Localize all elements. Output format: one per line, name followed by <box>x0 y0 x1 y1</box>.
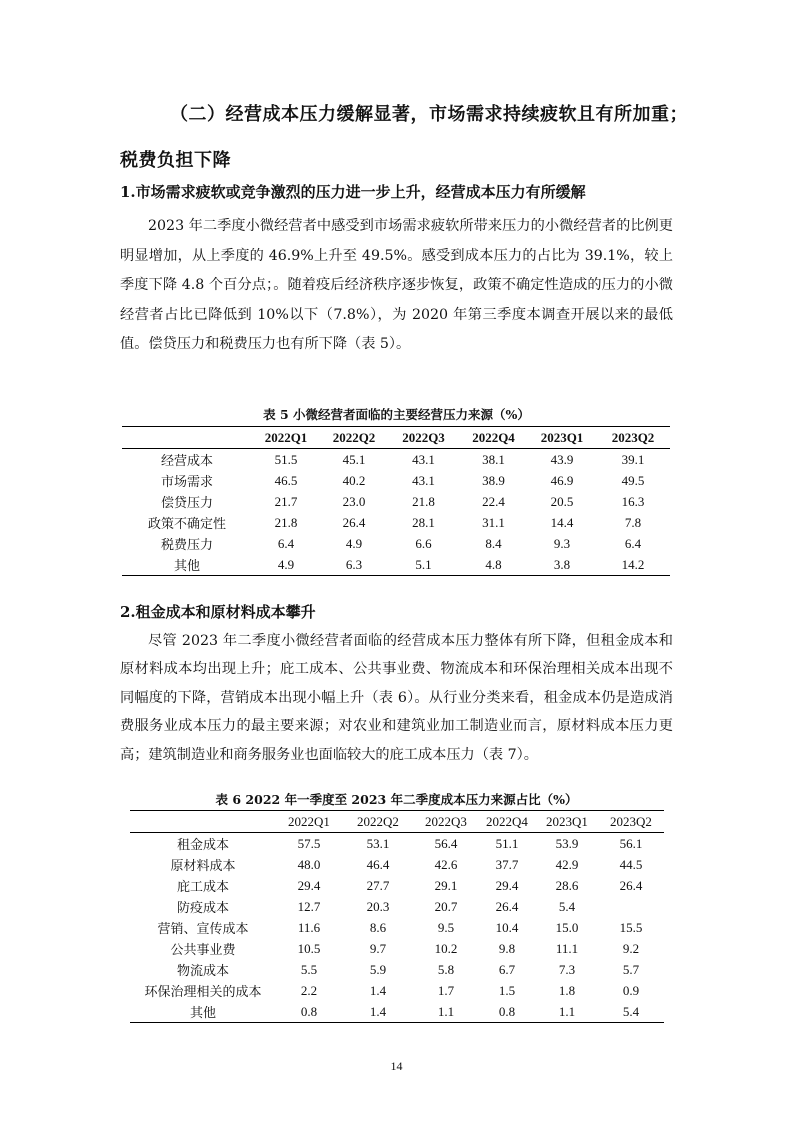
subsection-2-paragraph <box>120 627 673 769</box>
table-cell: 15.5 <box>619 919 643 935</box>
table-cell: 21.7 <box>274 493 298 509</box>
table-cell: 20.5 <box>550 493 574 509</box>
table-cell: 29.4 <box>495 877 519 893</box>
table-header-row <box>122 427 670 449</box>
section-heading: （二）经营成本压力缓解显著，市场需求持续疲软且有所加重； <box>170 104 688 125</box>
table-cell: 9.5 <box>437 919 455 935</box>
row-label: 庇工成本 <box>176 879 229 894</box>
table-cell: 44.5 <box>619 856 643 872</box>
row-label: 其他 <box>189 1005 216 1020</box>
table-cell: 6.3 <box>345 556 363 572</box>
table-row <box>130 875 664 896</box>
table-cell: 46.4 <box>366 856 390 872</box>
table-row <box>122 554 670 576</box>
subsection-1-paragraph <box>120 212 673 360</box>
header-cell: 2023Q2 <box>611 429 655 445</box>
table-cell: 5.7 <box>622 961 640 977</box>
table-6 <box>130 810 664 1023</box>
table-cell: 8.4 <box>485 535 502 551</box>
table-cell: 6.7 <box>498 961 516 977</box>
header-cell: 2023Q1 <box>546 813 588 829</box>
table-cell: 3.8 <box>553 556 571 572</box>
table-cell: 42.6 <box>434 856 458 872</box>
table-cell: 14.2 <box>621 556 645 572</box>
row-label: 经营成本 <box>160 453 213 468</box>
table-cell: 20.7 <box>434 898 458 914</box>
table-cell: 28.1 <box>412 514 435 530</box>
header-cell: 2022Q4 <box>472 429 515 445</box>
row-label: 偿贷压力 <box>160 495 213 510</box>
row-label: 物流成本 <box>176 963 229 978</box>
header-cell: 2022Q4 <box>486 813 528 829</box>
table-cell: 4.9 <box>345 535 363 551</box>
table-row <box>122 449 670 471</box>
table-6-caption: 表 6 2022 年一季度至 2023 年二季度成本压力来源占比（%） <box>215 792 578 807</box>
table-cell: 26.4 <box>342 514 366 530</box>
table-cell: 5.9 <box>369 961 387 977</box>
header-cell: 2022Q3 <box>402 429 445 445</box>
table-row <box>122 533 670 554</box>
table-cell: 10.2 <box>434 940 458 956</box>
table-cell: 9.2 <box>622 940 640 956</box>
table-cell: 5.8 <box>437 961 455 977</box>
table-cell: 43.1 <box>412 472 435 488</box>
table-row <box>122 491 670 512</box>
table-cell: 1.4 <box>369 982 387 998</box>
table-row <box>130 959 664 980</box>
table-row <box>122 470 670 491</box>
table-cell: 11.6 <box>297 919 321 935</box>
table-cell: 11.1 <box>555 940 579 956</box>
header-cell: 2022Q1 <box>288 813 330 829</box>
section-heading-continued: 税费负担下降 <box>120 150 231 171</box>
table-cell: 51.5 <box>274 451 298 467</box>
table-cell: 4.9 <box>277 556 295 572</box>
table-row <box>130 980 664 1001</box>
table-cell: 40.2 <box>342 472 366 488</box>
table-cell: 15.0 <box>555 919 579 935</box>
header-cell: 2022Q2 <box>332 429 376 445</box>
table-cell: 29.4 <box>297 877 321 893</box>
table-cell: 10.5 <box>297 940 321 956</box>
row-label: 防疫成本 <box>176 900 229 915</box>
table-cell: 9.8 <box>498 940 516 956</box>
table-cell: 51.1 <box>495 835 519 851</box>
table-cell: 1.5 <box>498 982 516 998</box>
table-cell: 0.8 <box>300 1003 318 1019</box>
paragraph-text: 2023 年二季度小微经营者中感受到市场需求疲软所带来压力的小微经营者的比例更明显增加，从上季度的 46.9%上升至 49.5%。感受到成本压力的占比为 39.1%，较上季度下降 4.8 个百分点；。随着疫后经济秩序逐步恢复，政策不确定性造成的压力的小微经营者占比已降低到 10%以下（7.8%），为 2020 年第三季度本调查开展以来的最低值。偿贷压力和税费压力也有所下降（表 5）。 <box>120 218 673 353</box>
table-cell: 43.1 <box>412 451 435 467</box>
table-row <box>130 917 664 938</box>
table-cell: 0.9 <box>622 982 640 998</box>
table-row <box>130 938 664 959</box>
table-cell: 46.5 <box>274 472 298 488</box>
table-cell: 2.2 <box>300 982 318 998</box>
page-number: 14 <box>390 1059 403 1073</box>
table-cell: 9.7 <box>369 940 387 956</box>
table-header-row <box>130 811 664 833</box>
table-cell: 38.1 <box>482 451 505 467</box>
table-cell: 57.5 <box>297 835 321 851</box>
table-cell: 27.7 <box>366 877 390 893</box>
table-cell: 26.4 <box>495 898 519 914</box>
table-cell: 45.1 <box>342 451 366 467</box>
header-cell-empty <box>130 811 276 833</box>
table-row <box>130 896 664 917</box>
header-cell-empty <box>122 427 252 449</box>
table-cell: 28.6 <box>555 877 579 893</box>
table-cell: 21.8 <box>274 514 298 530</box>
row-label: 政策不确定性 <box>147 516 226 531</box>
table-row <box>122 512 670 533</box>
table-row <box>130 854 664 875</box>
row-label: 公共事业费 <box>170 942 236 957</box>
table-cell: 9.3 <box>553 535 571 551</box>
table-cell: 53.1 <box>366 835 390 851</box>
table-cell: 14.4 <box>550 514 574 530</box>
table-cell: 12.7 <box>297 898 321 914</box>
table-cell: 10.4 <box>495 919 519 935</box>
table-cell: 43.9 <box>550 451 574 467</box>
table-cell: 29.1 <box>434 877 458 893</box>
table-cell: 56.1 <box>619 835 643 851</box>
table-cell: 53.9 <box>555 835 579 851</box>
table-cell: 5.4 <box>558 898 576 914</box>
paragraph-text: 尽管 2023 年二季度小微经营者面临的经营成本压力整体有所下降，但租金成本和原材料成本均出现上升；庇工成本、公共事业费、物流成本和环保治理相关成本出现不同幅度的下降，营销成本出现小幅上升（表 6）。从行业分类来看，租金成本仍是造成消费服务业成本压力的最主要来源；对农业和建筑业加工制造业而言，原材料成本压力更高；建筑制造业和商务服务业也面临较大的庇工成本压力（表 7）。 <box>120 633 673 763</box>
row-label: 市场需求 <box>160 474 213 489</box>
table-cell: 7.3 <box>558 961 576 977</box>
subsection-1-heading: 1.市场需求疲软或竞争激烈的压力进一步上升，经营成本压力有所缓解 <box>120 183 586 201</box>
subsection-2-heading: 2.租金成本和原材料成本攀升 <box>120 603 316 621</box>
table-cell: 23.0 <box>342 493 366 509</box>
table-5-caption: 表 5 小微经营者面临的主要经营压力来源（%） <box>263 407 530 422</box>
table-cell: 1.1 <box>437 1003 455 1019</box>
table-cell: 5.4 <box>622 1003 640 1019</box>
table-cell: 46.9 <box>550 472 574 488</box>
table-cell: 1.1 <box>558 1003 576 1019</box>
table-cell: 0.8 <box>498 1003 516 1019</box>
header-cell: 2022Q2 <box>357 813 399 829</box>
table-cell: 56.4 <box>434 835 458 851</box>
table-cell: 1.7 <box>437 982 455 998</box>
header-cell: 2022Q1 <box>264 429 308 445</box>
table-cell: 7.8 <box>624 514 642 530</box>
table-cell: 4.8 <box>485 556 502 572</box>
table-cell: 49.5 <box>621 472 645 488</box>
table-cell: 5.5 <box>300 961 318 977</box>
table-cell: 6.4 <box>624 535 642 551</box>
row-label: 环保治理相关的成本 <box>144 984 262 999</box>
table-cell: 22.4 <box>482 493 505 509</box>
table-cell: 31.1 <box>482 514 505 530</box>
row-label: 税费压力 <box>160 537 213 552</box>
table-cell: 1.8 <box>558 982 576 998</box>
table-cell: 39.1 <box>621 451 645 467</box>
table-cell: 6.6 <box>415 535 432 551</box>
table-cell: 6.4 <box>277 535 295 551</box>
table-cell: 8.6 <box>369 919 387 935</box>
table-row <box>130 1001 664 1023</box>
table-cell: 48.0 <box>297 856 321 872</box>
header-cell: 2022Q3 <box>425 813 467 829</box>
table-cell <box>598 896 664 917</box>
table-cell: 21.8 <box>412 493 435 509</box>
table-cell: 1.4 <box>369 1003 387 1019</box>
header-cell: 2023Q1 <box>540 429 584 445</box>
table-cell: 20.3 <box>366 898 390 914</box>
row-label: 其他 <box>173 558 200 573</box>
table-5 <box>122 426 670 576</box>
table-row <box>130 833 664 855</box>
row-label: 营销、宣传成本 <box>157 921 249 936</box>
table-cell: 26.4 <box>619 877 643 893</box>
table-cell: 16.3 <box>621 493 645 509</box>
table-cell: 42.9 <box>555 856 579 872</box>
row-label: 租金成本 <box>176 837 229 852</box>
table-cell: 5.1 <box>415 556 432 572</box>
row-label: 原材料成本 <box>170 858 236 873</box>
table-cell: 38.9 <box>482 472 505 488</box>
table-cell: 37.7 <box>495 856 519 872</box>
header-cell: 2023Q2 <box>610 813 652 829</box>
